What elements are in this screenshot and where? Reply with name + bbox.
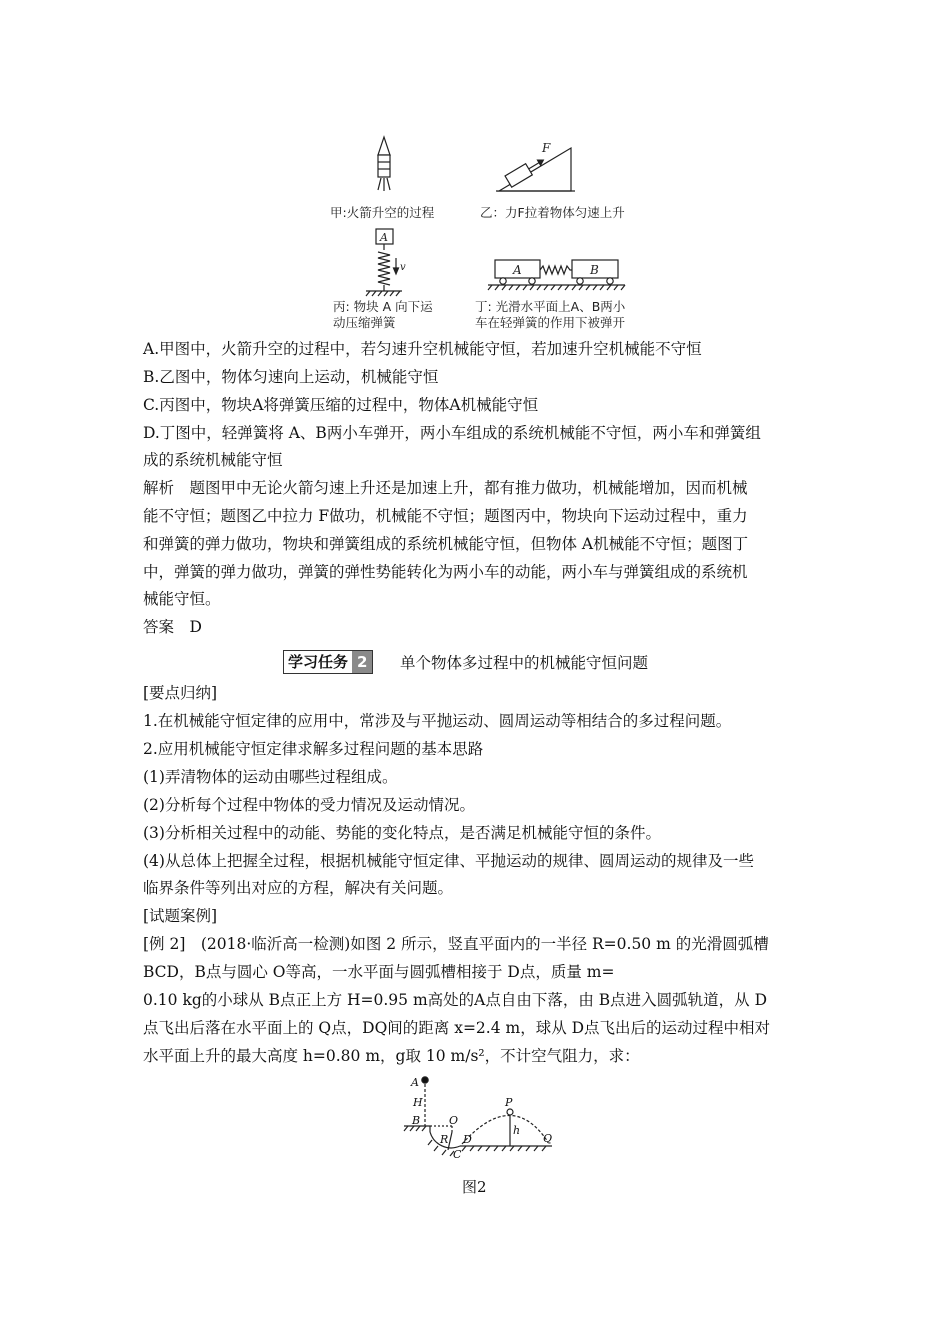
cart-label-B: B [590, 263, 599, 277]
example-heading: [试题案例] [143, 907, 218, 925]
analysis-line-3: 和弹簧的弹力做功，物块和弹簧组成的系统机械能守恒，但物体 A机械能不守恒；题图丁 [143, 535, 749, 553]
key-point-2: 2.应用机械能守恒定律求解多过程问题的基本思路 [143, 740, 484, 758]
example-line-1: [例 2] (2018·临沂高一检测)如图 2 所示，竖直平面内的一半径 R=0.50 m 的光滑圆弧槽 [143, 935, 769, 953]
caption-ding-1: 丁: 光滑水平面上A、B两小 [475, 299, 626, 314]
option-d-line-1: D.丁图中，轻弹簧将 A、B两小车弹开，两小车组成的系统机械能不守恒，两小车和弹簧组 [143, 424, 761, 442]
velocity-label-v: v [400, 262, 406, 273]
caption-yi: 乙：力F拉着物体匀速上升 [480, 205, 625, 220]
fig2-label-P: P [505, 1096, 513, 1109]
step-1: (1)弄清物体的运动由哪些过程组成。 [143, 768, 398, 786]
fig2-label-R: R [440, 1133, 449, 1146]
fig2-label-C: C [453, 1148, 462, 1161]
fig2-label-Q: Q [543, 1132, 553, 1145]
analysis-line-5: 械能守恒。 [143, 590, 221, 608]
fig2-label-D: D [463, 1133, 472, 1146]
option-a: A.甲图中，火箭升空的过程中，若匀速升空机械能守恒，若加速升空机械能不守恒 [143, 340, 702, 358]
fig2-label-A: A [411, 1076, 419, 1089]
example-line-5: 水平面上升的最大高度 h=0.80 m，g取 10 m/s²，不计空气阻力，求： [143, 1047, 640, 1065]
force-label-F: F [542, 141, 551, 155]
key-point-1: 1.在机械能守恒定律的应用中，常涉及与平抛运动、圆周运动等相结合的多过程问题。 [143, 712, 732, 730]
fig2-label-H: H [413, 1096, 423, 1109]
fig2-label-O: O [449, 1114, 459, 1127]
task-badge-text: 学习任务 [284, 651, 352, 673]
answer: 答案 D [143, 618, 202, 636]
analysis-line-2: 能不守恒；题图乙中拉力 F做功，机械能不守恒；题图丙中，物块向下运动过程中，重力 [143, 507, 748, 525]
caption-ding-2: 车在轻弹簧的作用下被弹开 [475, 315, 626, 330]
caption-jia: 甲:火箭升空的过程 [330, 205, 435, 220]
option-b: B.乙图中，物体匀速向上运动，机械能守恒 [143, 368, 439, 386]
task-badge-number: 2 [352, 651, 372, 673]
analysis-line-4: 中，弹簧的弹力做功，弹簧的弹性势能转化为两小车的动能，两小车与弹簧组成的系统机 [143, 563, 748, 581]
caption-bing-1: 丙: 物块 A 向下运 [333, 299, 433, 314]
example-line-2: BCD，B点与圆心 O等高，一水平面与圆弧槽相接于 D点，质量 m= [143, 963, 615, 981]
cart-label-A: A [513, 263, 522, 277]
caption-bing-2: 动压缩弹簧 [333, 315, 396, 330]
option-c: C.丙图中，物块A将弹簧压缩的过程中，物体A机械能守恒 [143, 396, 539, 414]
block-label-A: A [380, 231, 388, 244]
rocket-drawing [378, 137, 390, 191]
carts-drawing [488, 260, 625, 290]
figure-2-caption: 图2 [462, 1178, 487, 1196]
figure-2-diagram [0, 1064, 950, 1164]
incline-drawing [496, 148, 575, 191]
analysis-line-1: 解析 题图甲中无论火箭匀速上升还是加速上升，都有推力做功，机械能增加，因而机械 [143, 479, 748, 497]
example-line-4: 点飞出后落在水平面上的 Q点，DQ间的距离 x=2.4 m，球从 D点飞出后的运动过程中相对 [143, 1019, 771, 1037]
step-2: (2)分析每个过程中物体的受力情况及运动情况。 [143, 796, 475, 814]
step-4-line-2: 临界条件等列出对应的方程，解决有关问题。 [143, 879, 454, 897]
example-line-3: 0.10 kg的小球从 B点正上方 H=0.95 m高处的A点自由下落，由 B点进入圆弧轨道，从 D [143, 991, 768, 1009]
step-4-line-1: (4)从总体上把握全过程，根据机械能守恒定律、平抛运动的规律、圆周运动的规律及一些 [143, 852, 754, 870]
task-title: 单个物体多过程中的机械能守恒问题 [400, 654, 649, 672]
task-badge [283, 650, 373, 674]
figure-1-diagrams [0, 0, 950, 340]
fig2-label-h: h [513, 1124, 521, 1137]
key-points-heading: [要点归纳] [143, 684, 218, 702]
step-3: (3)分析相关过程中的动能、势能的变化特点，是否满足机械能守恒的条件。 [143, 824, 661, 842]
option-d-line-2: 成的系统机械能守恒 [143, 451, 283, 469]
fig2-label-B: B [412, 1114, 421, 1127]
